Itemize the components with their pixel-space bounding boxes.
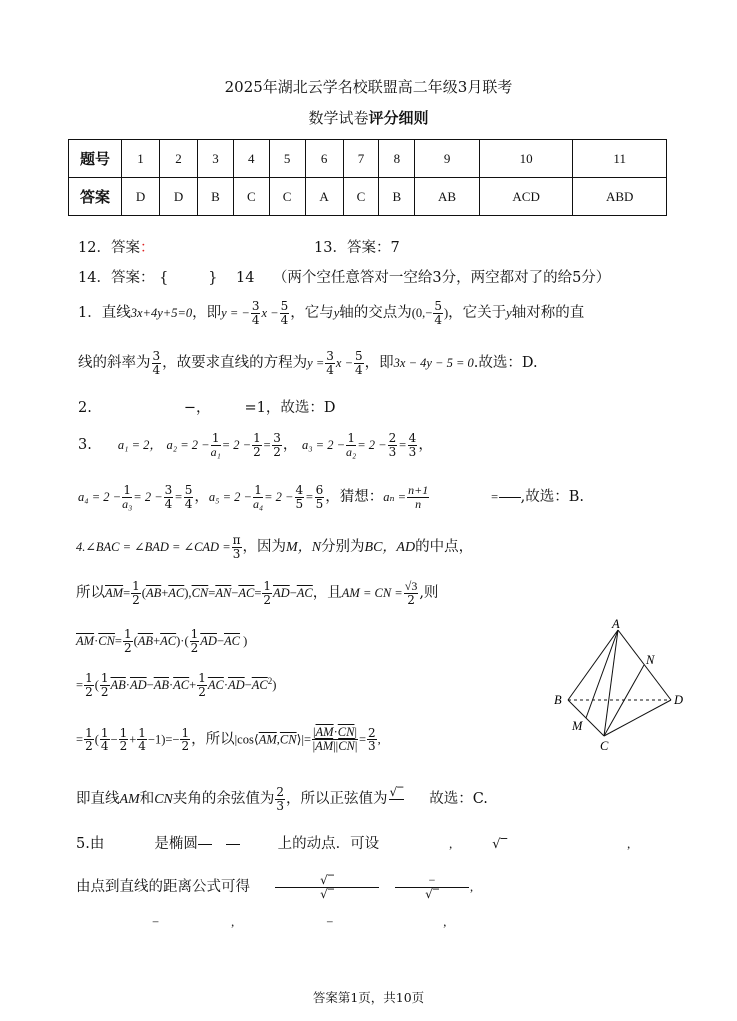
q14-label: 14．答案： (78, 270, 155, 286)
sol4-line6: 即直线AM和CN夹角的余弦值为 $\frac{2}{3}$ ，所以正弦值为 √‾ 故选：C. (76, 785, 488, 813)
q14-brace-open: { (159, 270, 169, 286)
table-cell: ABD (573, 178, 667, 216)
q14-brace-close: } (208, 270, 218, 286)
table-row-numbers (69, 140, 667, 178)
table-cell: 2 (160, 140, 198, 178)
sol1-line1: 1．直线3x+4y+5=0，即y = − $\frac{3}{4}$ x − $\frac{5}{4}$ ，它与y轴的交点为(0,− $\frac{5}{4}$ )，它关于y轴对称的直 (78, 299, 585, 327)
table-cell: 10 (479, 140, 573, 178)
table-cell: B (198, 178, 234, 216)
q12-answer (78, 236, 154, 257)
q14-note: （两个空任意答对一空给3分，两空都对了的给5分） (272, 270, 611, 286)
sol1-line2: 线的斜率为 $\frac{3}{4}$ ，故要求直线的方程为y = $\frac{3}{4}$ x − $\frac{5}{4}$ ，即3x − 4y − 5 = 0.故选：D. (78, 349, 538, 377)
table-answer-label: 答案 (69, 178, 122, 216)
sol4-line2: 所以$\overline{AM}=$ $\frac{1}{2}$ $(\overline{AB}+\overline{AC}),\overline{CN}=\overline{AN}-\overline{AC}=$ $\frac{1}{2}$ $\overline{AD}-\overline{AC}$，且AM = CN = $\frac{√3}{2}$ ,则 (76, 579, 439, 607)
answer-table (68, 139, 667, 216)
sol4-line4: = $\frac{1}{2}$ ( $\frac{1}{2}$ $\overline{AB}\cdot\overline{AD}-\overline{AB}\cdot\overline{AC}+$ $\frac{1}{2}$ $\overline{AC}\cdot\overline{AD}-\overline{AC}^2$) (76, 671, 277, 699)
q14-answer (78, 266, 610, 287)
table-cell: C (233, 178, 269, 216)
sol4-line3: $\overline{AM}\cdot\overline{CN}=$ $\frac{1}{2}$ $(\overline{AB}+\overline{AC})\cdot$( $\frac{1}{2}$ $\overline{AD}-\overline{AC}$ ) (76, 627, 248, 655)
table-cell: ACD (479, 178, 573, 216)
table-cell: 3 (198, 140, 234, 178)
sol5-line1: 5.由 是椭圆 上的动点．可设 , √‾ , (76, 836, 631, 852)
table-cell: D (122, 178, 160, 216)
vertex-label-b: B (554, 693, 562, 707)
point-label-n: N (646, 653, 655, 667)
table-cell: 8 (379, 140, 415, 178)
table-row-answers (69, 178, 667, 216)
page-footer: 答案第1页，共10页 (312, 990, 425, 1005)
sol4-line1: 4.∠BAC = ∠BAD = ∠CAD = $\frac{\pi}{3}$ ，因为M，N分别为BC，AD的中点， (76, 533, 474, 561)
q14-value: 14 (235, 270, 255, 286)
table-cell: D (160, 178, 198, 216)
table-header-label: 题号 (69, 140, 122, 178)
table-cell: C (343, 178, 379, 216)
table-cell: C (269, 178, 305, 216)
table-cell: B (379, 178, 415, 216)
sol5-line3: − , − , (152, 915, 447, 929)
q13-answer: 13．答案：7 (314, 240, 400, 256)
tetrahedron-figure (548, 618, 688, 753)
table-cell: AB (415, 178, 480, 216)
sol5-line2: 由点到直线的距离公式可得 $\frac{√‾}{√‾}$ $\frac{-}{√‾}$ , (76, 873, 474, 901)
subtitle-bold: 评分细则 (368, 109, 429, 127)
vertex-label-c: C (600, 739, 609, 753)
table-cell: 4 (233, 140, 269, 178)
page-subtitle (0, 107, 737, 128)
sol4-line5: = $\frac{1}{2}$ ( $\frac{1}{4}$ − $\frac{1}{2}$ + $\frac{1}{4}$ −1)=− $\frac{1}{2}$ ，所以$|\cos⟨\overline{AM},\overline{CN}⟩|=$ $\frac{|\overline{AM}\cdot\overline{CN}|}{|\overline{AM}||\overline{CN}|}$ = $\frac{2}{3}$ , (76, 725, 381, 754)
vertex-label-a: A (612, 618, 620, 631)
sol3-line1: 3. a₁ = 2， a₂ = 2 − $\frac{1}{\text{a₁}}$ = 2 − $\frac{1}{2}$ = $\frac{3}{2}$ ， a₃ = 2 − $\frac{1}{\text{a₂}}$ = 2 − $\frac{2}{3}$ = $\frac{4}{3}$ ， (78, 431, 433, 459)
table-cell: 7 (343, 140, 379, 178)
q12-label: 12．答案 (78, 240, 140, 256)
table-cell: 6 (305, 140, 343, 178)
table-cell: 11 (573, 140, 667, 178)
table-cell: A (305, 178, 343, 216)
point-label-m: M (572, 719, 583, 733)
table-cell: 1 (122, 140, 160, 178)
q12-colon: ： (139, 240, 155, 256)
page-title: 2025年湖北云学名校联盟高二年级3月联考 (224, 78, 513, 96)
sol3-line2: a₄ = 2 − $\frac{1}{\text{a₃}}$ = 2 − $\frac{3}{4}$ = $\frac{5}{4}$ ，a₅ = 2 − $\frac{1}{\text{a₄}}$ = 2 − $\frac{4}{5}$ = $\frac{6}{5}$ ，猜想：aₙ = $\frac{n+1}{n}$ = ,故选：B. (78, 483, 585, 511)
sol2-line: 2. −， =1，故选：D (78, 400, 336, 416)
vertex-label-d: D (674, 693, 684, 707)
table-cell: 5 (269, 140, 305, 178)
table-cell: 9 (415, 140, 480, 178)
subtitle-plain: 数学试卷 (308, 109, 369, 127)
